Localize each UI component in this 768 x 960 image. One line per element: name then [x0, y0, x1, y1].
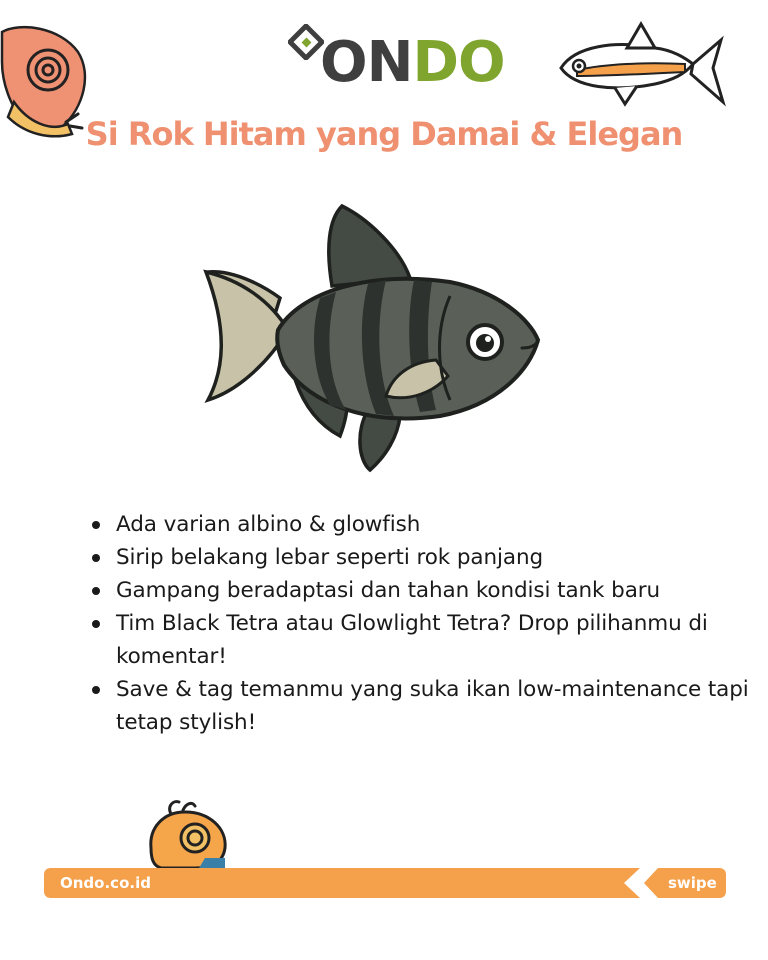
list-item: Save & tag temanmu yang suka ikan low-maintenance tapi tetap stylish! [116, 673, 756, 739]
logo-wordmark [320, 28, 505, 98]
ondo-logo [288, 20, 505, 100]
logo-text-on: ON [320, 30, 413, 95]
page-title: Si Rok Hitam yang Damai & Elegan [85, 115, 683, 153]
site-url-label[interactable]: Ondo.co.id [60, 874, 151, 892]
diamond-logo-icon [288, 24, 324, 60]
list-item: Gampang beradaptasi dan tahan kondisi tank baru [116, 574, 756, 607]
logo-text-do: DO [412, 30, 505, 95]
feature-list [90, 508, 756, 739]
swipe-label[interactable]: swipe [668, 874, 717, 892]
black-tetra-fish-icon [200, 200, 545, 475]
neon-tetra-fish-icon [555, 18, 727, 110]
list-item: Sirip belakang lebar seperti rok panjang [116, 541, 756, 574]
small-snail-icon [143, 798, 233, 870]
list-item: Ada varian albino & glowfish [116, 508, 756, 541]
list-item: Tim Black Tetra atau Glowlight Tetra? Drop pilihanmu di komentar! [116, 607, 756, 673]
